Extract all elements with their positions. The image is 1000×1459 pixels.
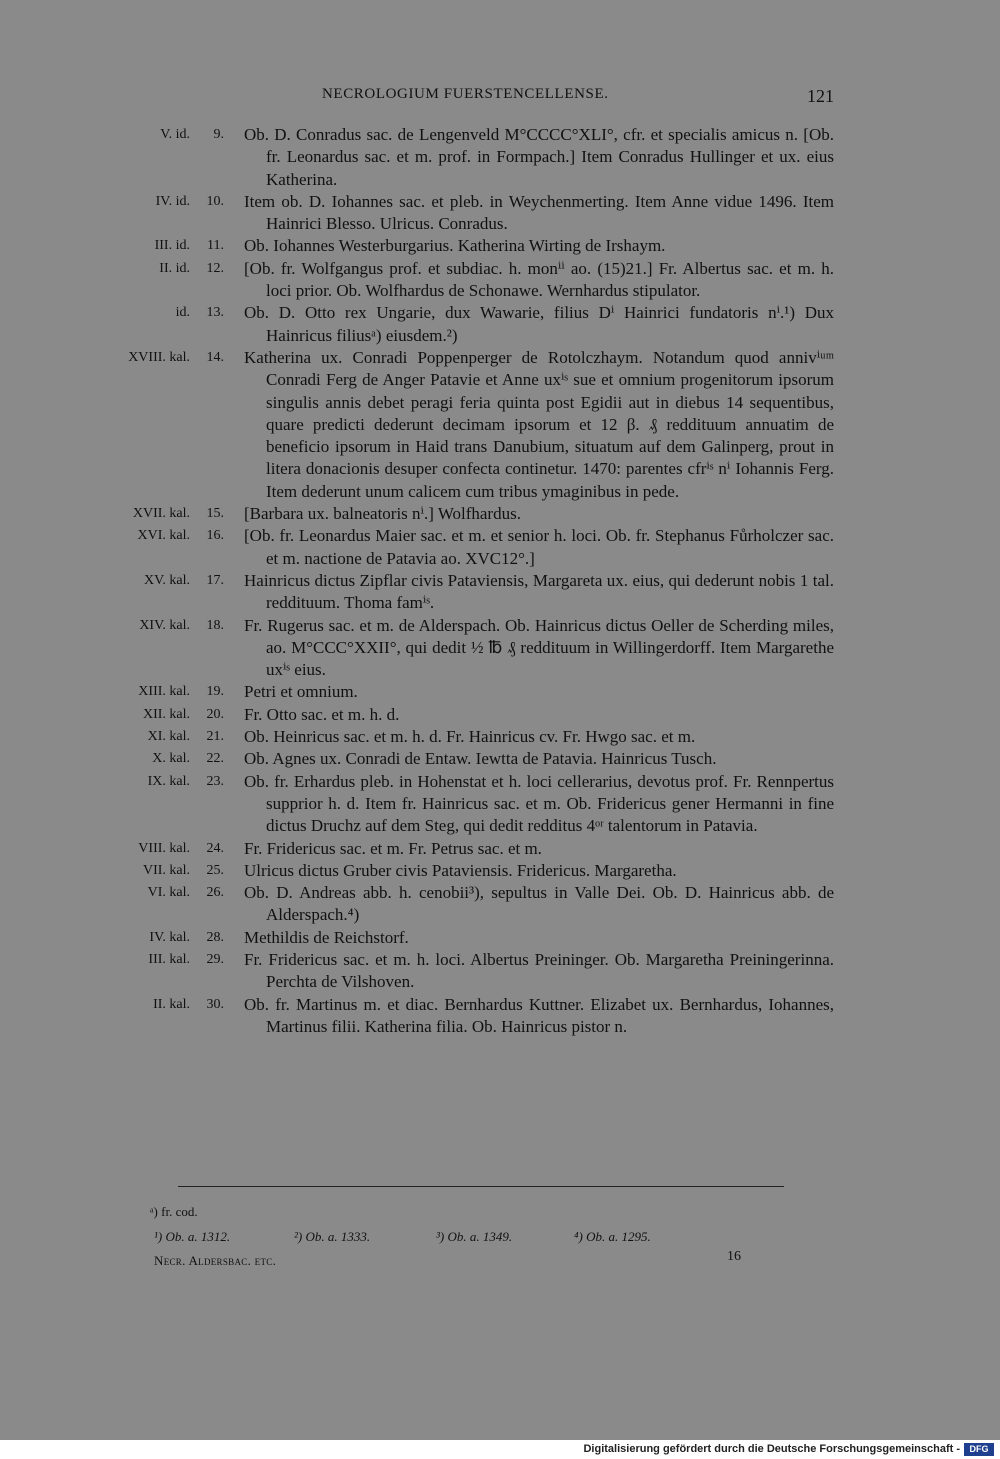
entry-day-number: 29. <box>206 951 224 967</box>
necrology-entry <box>0 503 1000 525</box>
entry-date: III. id. <box>154 238 190 254</box>
funding-bar <box>0 1440 1000 1459</box>
entry-day-number: 30. <box>206 996 224 1012</box>
entry-text: Fr. Rugerus sac. et m. de Alderspach. Ob. Hainricus dictus Oeller de Scherding miles, ao. M°CCC°XXII°, qui dedit ½ ℔ ₰ reddituum in Willingerdorff. Item Margarethe uxⁱˢ eius. <box>244 615 834 680</box>
footnote-3: ³) Ob. a. 1349. <box>436 1229 513 1244</box>
necrology-entry <box>0 860 1000 882</box>
dfg-logo: DFG <box>964 1443 994 1456</box>
entry-text: Ob. Agnes ux. Conradi de Entaw. Iewtta de Patavia. Hainricus Tusch. <box>244 749 717 769</box>
footnote-row <box>0 1229 1000 1249</box>
entry-text: [Ob. fr. Leonardus Maier sac. et m. et senior h. loci. Ob. fr. Stephanus Fůrholczer sac. et m. nactione de Patavia ao. XVC12°.] <box>244 526 834 568</box>
entry-text: [Barbara ux. balneatoris nⁱ.] Wolfhardus. <box>244 504 521 524</box>
entry-text: Ob. Iohannes Westerburgarius. Katherina Wirting de Irshaym. <box>244 236 666 256</box>
necrology-entry <box>0 191 1000 236</box>
entry-date: II. kal. <box>153 996 190 1012</box>
necrology-entry <box>0 726 1000 748</box>
entry-date: XV. kal. <box>143 572 190 588</box>
entry-date: VII. kal. <box>142 862 190 878</box>
necrology-entry <box>0 771 1000 838</box>
entry-day-number: 10. <box>206 193 224 209</box>
entry-day-number: 9. <box>213 127 224 142</box>
running-title: NECROLOGIUM FUERSTENCELLENSE. <box>322 86 609 102</box>
necrology-entry <box>0 258 1000 303</box>
entry-date: IV. kal. <box>149 929 190 945</box>
entry-date: II. id. <box>159 260 190 276</box>
entry-date: XVIII. kal. <box>128 349 190 365</box>
footnote-a: ᵃ) fr. cod. <box>150 1204 198 1219</box>
entry-day-number: 23. <box>206 773 224 789</box>
entry-day-number: 17. <box>206 572 224 588</box>
entry-text: Ob. D. Conradus sac. de Lengenveld M°CCCC°XLI°, cfr. et specialis amicus n. [Ob. fr. Leonardus sac. et m. prof. in Formpach.] Item Conradus Hullinger et ux. eius Katherina. <box>244 125 834 189</box>
entry-day-number: 28. <box>206 929 224 945</box>
necrology-entry <box>0 525 1000 570</box>
entry-day-number: 21. <box>206 729 224 745</box>
footnote-4: ⁴) Ob. a. 1295. <box>574 1229 651 1244</box>
entry-text: Fr. Fridericus sac. et m. Fr. Petrus sac. et m. <box>244 838 542 858</box>
entry-day-number: 13. <box>206 305 224 321</box>
entry-day-number: 25. <box>206 862 224 878</box>
page-number: 121 <box>807 86 834 106</box>
necrology-entry <box>0 704 1000 726</box>
necrology-entry <box>0 570 1000 615</box>
entry-day-number: 20. <box>206 706 224 722</box>
necrology-entry <box>0 615 1000 682</box>
sheet-number: 16 <box>727 1249 741 1264</box>
entry-day-number: 14. <box>206 349 224 365</box>
entry-text: Fr. Otto sac. et m. h. d. <box>244 704 400 724</box>
entry-date: XII. kal. <box>142 706 190 722</box>
necrology-entry <box>0 235 1000 257</box>
entry-text: Ob. D. Otto rex Ungarie, dux Wawarie, filius Dⁱ Hainrici fundatoris nⁱ.¹) Dux Hainricus filiusᵃ) eiusdem.²) <box>244 303 834 345</box>
necrology-entries <box>0 124 1000 1038</box>
necrology-entry <box>0 347 1000 503</box>
entry-text: Item ob. D. Iohannes sac. et pleb. in Weychenmerting. Item Anne vidue 1496. Item Hainrici Blesso. Ulricus. Conradus. <box>244 191 834 234</box>
entry-date: IV. id. <box>155 193 190 209</box>
entry-date: id. <box>175 305 190 321</box>
footnote-1: ¹) Ob. a. 1312. <box>154 1229 231 1244</box>
entry-day-number: 18. <box>206 617 224 633</box>
entry-date: XIII. kal. <box>138 684 190 700</box>
entry-day-number: 24. <box>206 840 224 856</box>
entry-text: Ob. fr. Martinus m. et diac. Bernhardus Kuttner. Elizabet ux. Bernhardus, Iohannes, Martinus filii. Katherina filia. Ob. Hainricus pistor n. <box>244 994 834 1036</box>
entry-text: Petri et omnium. <box>244 682 358 702</box>
entry-date: VIII. kal. <box>138 840 190 856</box>
entry-text: [Ob. fr. Wolfgangus prof. et subdiac. h. monⁱⁱ ao. (15)21.] Fr. Albertus sac. et m. h. loci prior. Ob. Wolfhardus de Schonawe. Wernhardus stipulator. <box>244 258 834 301</box>
sheet-signature: Necr. Aldersbac. etc. <box>154 1253 277 1268</box>
entry-text: Fr. Fridericus sac. et m. h. loci. Albertus Preininger. Ob. Margaretha Preiningerinna. Perchta de Vilshoven. <box>244 949 834 992</box>
entry-text: Ob. D. Andreas abb. h. cenobii³), sepultus in Valle Dei. Ob. D. Hainricus abb. de Alderspach.⁴) <box>244 883 834 925</box>
necrology-entry <box>0 124 1000 191</box>
entry-date: XVI. kal. <box>137 528 190 544</box>
necrology-entry <box>0 994 1000 1039</box>
entry-day-number: 12. <box>206 260 224 276</box>
necrology-entry <box>0 681 1000 703</box>
footnote-2: ²) Ob. a. 1333. <box>294 1229 371 1244</box>
running-head <box>0 86 1000 112</box>
necrology-entry <box>0 927 1000 949</box>
entry-day-number: 11. <box>207 238 224 254</box>
entry-date: V. id. <box>160 127 190 142</box>
entry-date: VI. kal. <box>147 885 190 901</box>
entry-text: Hainricus dictus Zipflar civis Pataviensis, Margareta ux. eius, qui dederunt nobis 1 tal. reddituum. Thoma famⁱˢ. <box>244 570 834 613</box>
necrology-entry <box>0 838 1000 860</box>
entry-date: XIV. kal. <box>139 617 190 633</box>
entry-date: III. kal. <box>148 951 190 967</box>
necrology-entry <box>0 748 1000 770</box>
entry-text: Ulricus dictus Gruber civis Pataviensis. Fridericus. Margaretha. <box>244 860 677 880</box>
entry-day-number: 26. <box>206 885 224 901</box>
entry-text: Ob. Heinricus sac. et m. h. d. Fr. Hainricus cv. Fr. Hwgo sac. et m. <box>244 727 696 747</box>
entry-day-number: 15. <box>206 506 224 522</box>
entry-day-number: 16. <box>206 528 224 544</box>
footnote-rule <box>178 1186 784 1187</box>
necrology-entry <box>0 949 1000 994</box>
entry-text: Methildis de Reichstorf. <box>244 927 409 947</box>
entry-date: IX. kal. <box>147 773 190 789</box>
necrology-entry <box>0 302 1000 347</box>
entry-date: X. kal. <box>152 751 190 767</box>
entry-text: Katherina ux. Conradi Poppenperger de Rotolczhaym. Notandum quod annivⁱᵘᵐ Conradi Ferg de Anger Patavie et Anne uxⁱˢ sue et omnium progenitorum ipsorum singulis annis debet peragi feria quinta post Egidii aut in diebus 14 sequentibus, quare predicti dederunt decimam ipsorum et 12 β. ₰ reddituum annuatim de beneficio ipsorum in Haid trans Danubium, situatum auf dem Galinperg, prout in litera donacionis desuper confecta continetur. 1470: parentes cfrⁱˢ nⁱ Iohannis Ferg. Item dederunt unum calicem cum tribus ymaginibus in pede. <box>244 347 834 501</box>
entry-day-number: 19. <box>206 684 224 700</box>
entry-date: XI. kal. <box>147 729 190 745</box>
entry-day-number: 22. <box>206 751 224 767</box>
entry-text: Ob. fr. Erhardus pleb. in Hohenstat et h. loci cellerarius, devotus prof. Fr. Rennpertus supprior h. d. Item fr. Hainricus sac. et m. Ob. Fridericus gener Hermanni in fine dictus Druchz auf dem Steg, qui dedit redditus 4ᵒʳ talentorum in Patavia. <box>244 771 834 836</box>
entry-date: XVII. kal. <box>132 506 190 522</box>
funding-text: Digitalisierung gefördert durch die Deutsche Forschungsgemeinschaft - <box>583 1443 960 1455</box>
necrology-entry <box>0 882 1000 927</box>
